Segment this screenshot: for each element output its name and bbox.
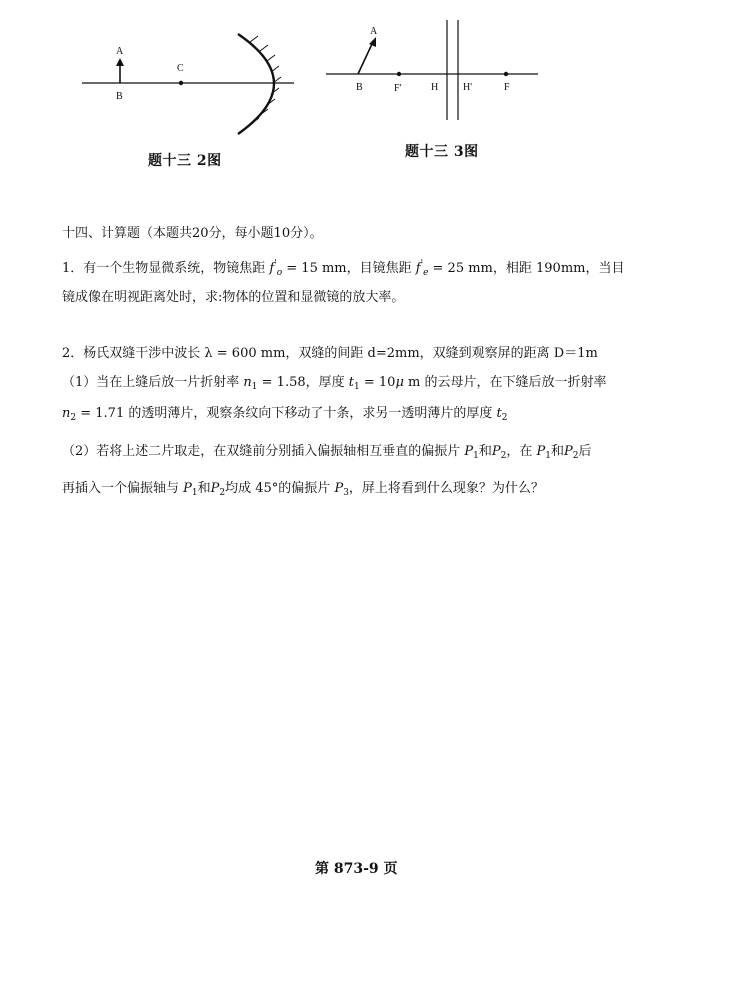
label-C: C [177, 63, 184, 74]
mirror-hatching [250, 36, 281, 124]
label-H: H [431, 82, 439, 93]
figure-13-3-caption: 题十三 3图 [405, 144, 479, 160]
object-arrow [358, 44, 372, 74]
figure-13-3 [318, 14, 548, 126]
label-H-prime: H' [463, 82, 473, 93]
section-heading: 十四、计算题（本题共20分，每小题10分）。 [62, 226, 323, 241]
front-focal-point [397, 72, 401, 76]
question-2-part-2-line-1: （2）若将上述二片取走，在双缝前分别插入偏振轴相互垂直的偏振片 $P_1$和$P_2$，在 $P_1$和$P_2$后 [62, 444, 592, 461]
figure-13-2-caption: 题十三 2图 [148, 153, 222, 169]
label-F: F [504, 82, 510, 93]
label-A: A [116, 46, 124, 57]
object-arrow-head [369, 37, 376, 47]
concave-mirror [238, 34, 274, 134]
label-B: B [356, 82, 363, 93]
center-point [179, 81, 183, 85]
label-F-prime: F' [394, 83, 402, 94]
label-B: B [116, 91, 123, 102]
figure-13-2 [70, 28, 310, 140]
question-1-line-2: 镜成像在明视距离处时，求:物体的位置和显微镜的放大率。 [62, 290, 405, 305]
question-2-part-1-line-1: （1）当在上缝后放一片折射率 $n_1 = 1.58$，厚度 $t_1 = 10\mu$ m 的云母片，在下缝后放一折射率 [62, 375, 607, 392]
page-number: 第 873-9 页 [315, 861, 398, 877]
question-1-line-1: 1．有一个生物显微系统，物镜焦距 $f'_o = 15$ mm，目镜焦距 $f'_e = 25$ mm，相距 190mm，当目 [62, 259, 625, 278]
label-A: A [370, 26, 378, 37]
question-2-part-1-line-2: $n_2 = 1.71$ 的透明薄片，观察条纹向下移动了十条，求另一透明薄片的厚度 $t_2$ [62, 406, 508, 423]
question-2-part-2-line-2: 再插入一个偏振轴与 $P_1$和$P_2$均成 45°的偏振片 $P_3$，屏上将看到什么现象？为什么？ [62, 481, 544, 498]
rear-focal-point [504, 72, 508, 76]
question-2-line-1: 2．杨氏双缝干涉中波长 λ = 600 mm，双缝的间距 d=2mm，双缝到观察屏的距离 D＝1m [62, 346, 598, 361]
object-arrow-head [116, 58, 124, 66]
